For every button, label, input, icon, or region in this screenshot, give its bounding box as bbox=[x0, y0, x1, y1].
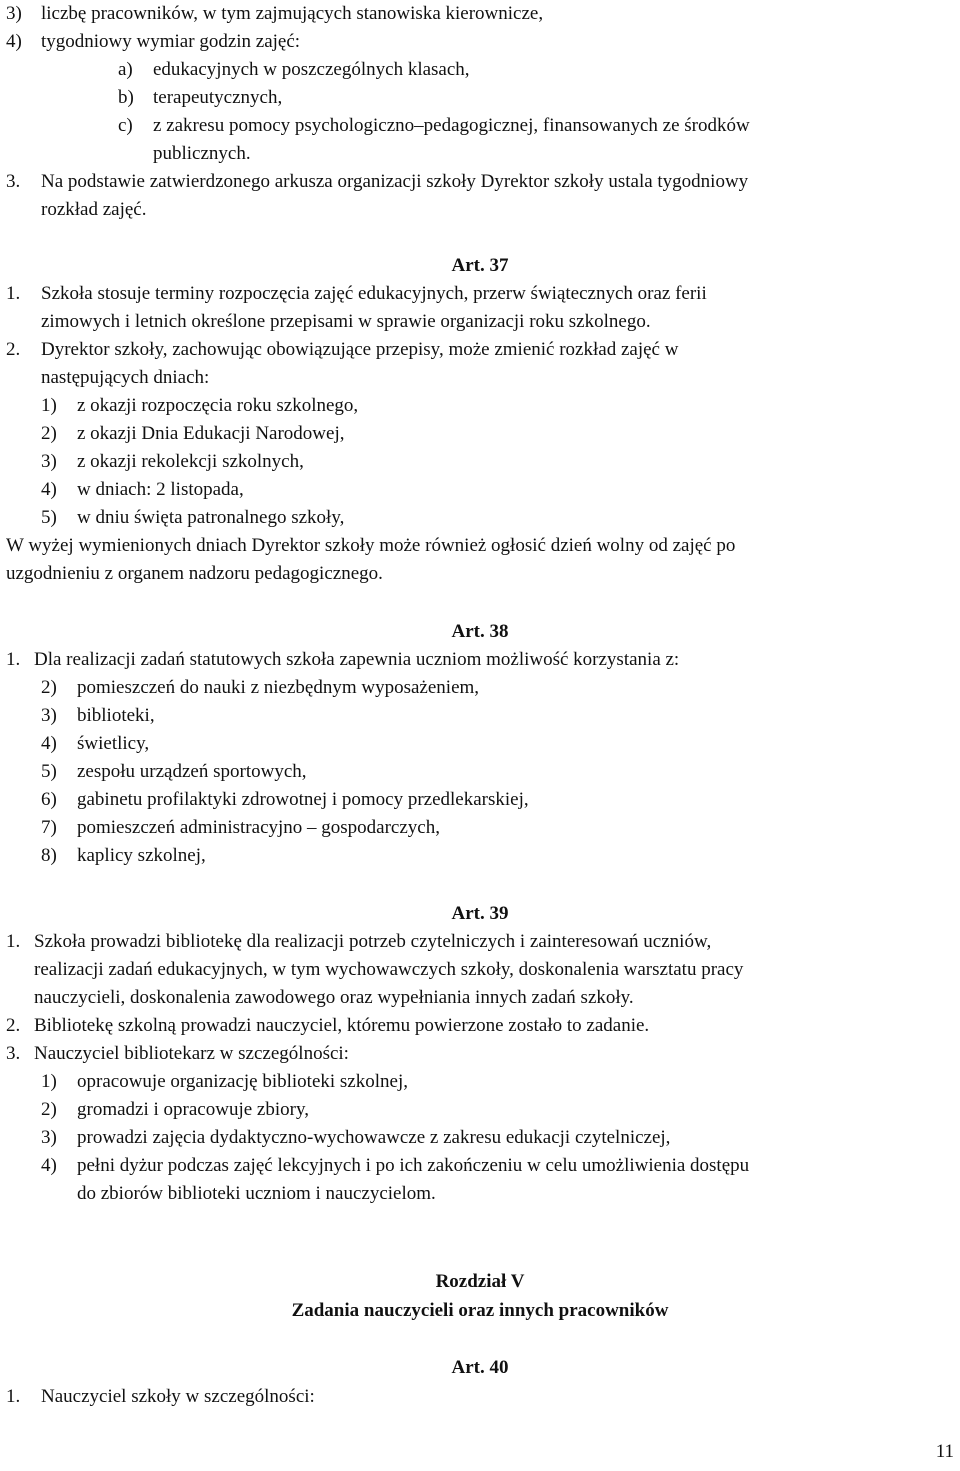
document-page: 3) liczbę pracowników, w tym zajmujących stanowiska kierownicze, 4) tygodniowy wymiar godzin zajęć: a) edukacyjnych w poszczególnych klasach, b) terapeutycznych, c) z zakresu pomocy psychologiczno–pedagogicznej, finansowanych ze środków publicznych. 3. Na podstawie zatwierdzonego arkusza organizacji szkoły Dyrektor szkoły ustala tygodniowy rozkład zajęć. Art. 37 1. Szkoła stosuje terminy rozpoczęcia zajęć edukacyjnych, przerw świątecznych oraz ferii zimowych i letnich określone przepisami w sprawie organizacji roku szkolnego. 2. Dyrektor szkoły, zachowując obowiązujące przepisy, może zmienić rozkład zajęć w następujących dniach: 1) z okazji rozpoczęcia roku szkolnego, 2) z okazji Dnia Edukacji Narodowej, 3) z okazji rekolekcji szkolnych, 4) w dniach: 2 listopada, 5) w dniu święta patronalnego szkoły, W wyżej wymienionych dniach Dyrektor szkoły może również ogłosić dzień wolny od zajęć po uzgodnieniu z organem nadzoru pedagogicznego. Art. 38 1. Dla realizacji zadań statutowych szkoła zapewnia uczniom możliwość korzystania z: 2) pomieszczeń do nauki z niezbędnym wyposażeniem, 3) biblioteki, 4) świetlicy, 5) zespołu urządzeń sportowych, 6) gabinetu profilaktyki zdrowotnej i pomocy przedlekarskiej, 7) pomieszczeń administracyjno – gospodarczych, 8) kaplicy szkolnej, Art. 39 1. Szkoła prowadzi bibliotekę dla realizacji potrzeb czytelniczych i zainteresowań uczniów, realizacji zadań edukacyjnych, w tym wychowawczych szkoły, doskonalenia warsztatu pracy nauczycieli, doskonalenia zawodowego oraz wypełniania innych zadań szkoły. 2. Bibliotekę szkolną prowadzi nauczyciel, któremu powierzone zostało to zadanie. 3. Nauczyciel bibliotekarz w szczególności: 1) opracowuje organizację biblioteki szkolnej, 2) gromadzi i opracowuje zbiory, 3) prowadzi zajęcia dydaktyczno-wychowawcze z zakresu edukacji czytelniczej, 4) pełni dyżur podczas zajęć lekcyjnych i po ich zakończeniu w celu umożliwienia dostępu do zbiorów biblioteki uczniom i nauczycielom. Rozdział V Zadania nauczycieli oraz innych pracowników Art. 40 1. Nauczyciel szkoły w szczególności: 11 bbox=[0, 0, 960, 1471]
article-heading: Art. 37 bbox=[451, 255, 509, 276]
chapter-subtitle: Zadania nauczycieli oraz innych pracowników bbox=[291, 1300, 669, 1321]
article-heading: Art. 38 bbox=[451, 621, 509, 642]
article-heading: Art. 39 bbox=[451, 903, 509, 924]
article-heading: Art. 40 bbox=[451, 1357, 509, 1378]
chapter-title: Rozdział V bbox=[435, 1271, 525, 1292]
page-number: 11 bbox=[935, 1441, 954, 1462]
